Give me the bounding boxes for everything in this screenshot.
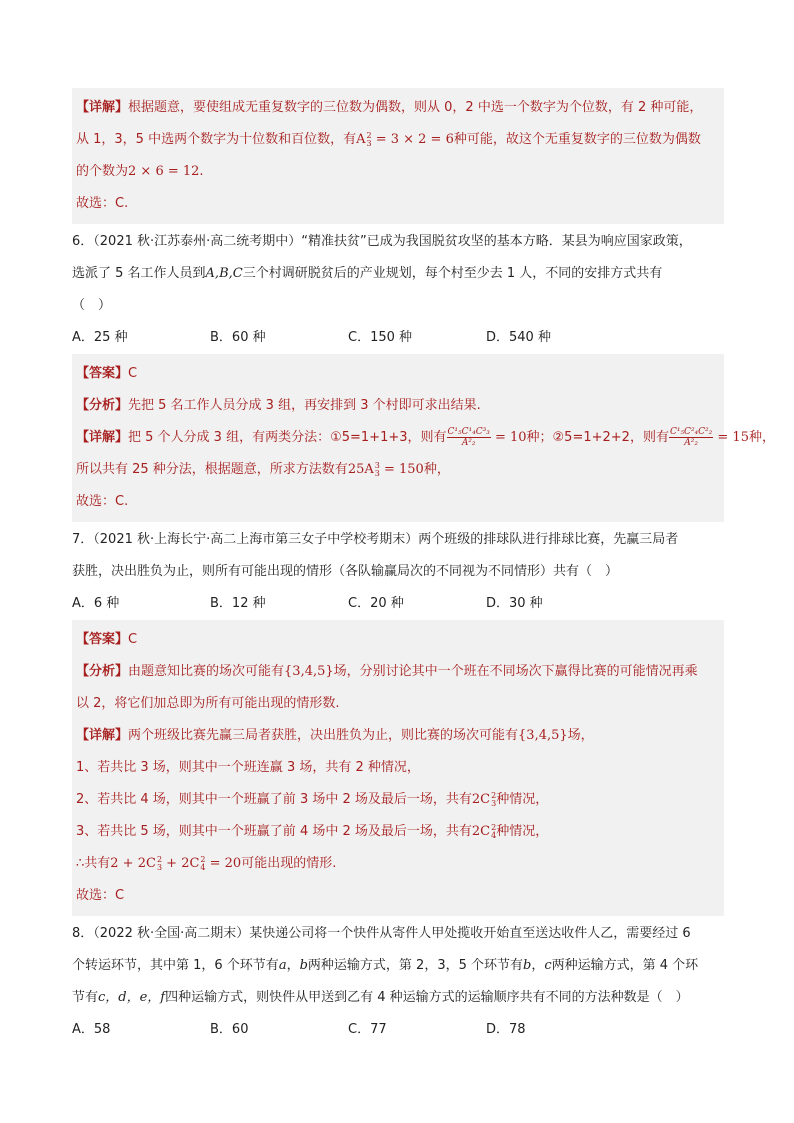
q8-option-c: C．77 <box>348 1022 387 1037</box>
perm-result: = 150 <box>379 462 424 477</box>
q6-option-a: A．25 种 <box>72 330 128 345</box>
q6-choice: 故选：C. <box>76 494 129 509</box>
q8-sep: ， <box>531 958 545 973</box>
comb-sub: 3 <box>491 798 497 808</box>
q6-fraction-1 <box>447 427 491 448</box>
q7-case3b: 种情况， <box>496 824 549 839</box>
q7-detail-line1b: 场， <box>567 728 594 743</box>
q8-sep: ， <box>286 958 300 973</box>
q7-options <box>72 588 724 620</box>
total-part1: 2 + 2C <box>110 856 156 871</box>
q8-stem-line2a: 个转运环节，其中第 1，6 个环节有 <box>72 958 279 973</box>
q5-choice: 故选：C. <box>76 196 129 211</box>
detail-tag: 【详解】 <box>76 728 129 743</box>
q7-case2b: 种情况， <box>496 792 549 807</box>
q6-villages: A,B,C <box>205 266 243 281</box>
answer-tag: 【答案】 <box>76 632 129 647</box>
q7-set: {3,4,5} <box>518 728 568 743</box>
perm-sup: 3 <box>374 460 380 470</box>
q6-detail-line1c: 种；②5=1+2+2，则有 <box>526 430 669 445</box>
total-part2: + 2C <box>162 856 200 871</box>
comb-symbol: 2C <box>471 824 491 839</box>
comb-symbol: 2C <box>471 792 491 807</box>
q5-detail-line2c: 种可能，故这个无重复数字的三位数为偶数 <box>453 132 701 147</box>
comb-sub: 4 <box>200 862 206 872</box>
q6-solution-block <box>72 354 775 522</box>
q7-option-c: C．20 种 <box>348 596 404 611</box>
q6-answer: C <box>128 366 138 381</box>
q8-options <box>72 1014 724 1046</box>
q6-analysis: 先把 5 名工作人员分成 3 组，再安排到 3 个村即可求出结果. <box>128 398 481 413</box>
q7-analysis-line1a: 由题意知比赛的场次可能有 <box>128 664 285 679</box>
q8-option-d: D．78 <box>486 1022 526 1037</box>
q7-choice: 故选：C <box>76 888 125 903</box>
q7-case2a: 2、若共比 4 场，则其中一个班赢了前 3 场中 2 场及最后一场，共有 <box>76 792 472 807</box>
q5-count-formula: 2 × 6 = 12 <box>128 164 200 179</box>
perm-sub: 3 <box>366 138 372 148</box>
q6-frac2-result: = 15 <box>713 430 749 445</box>
q5-detail-line3a: 的个数为 <box>76 164 129 179</box>
detail-tag: 【详解】 <box>76 430 129 445</box>
perm-sub: 3 <box>374 468 380 478</box>
q6-blank: （ ） <box>72 298 112 313</box>
q8-option-a: A．58 <box>72 1022 111 1037</box>
q6-detail-line2c: 种， <box>423 462 450 477</box>
q5-detail-line1: 根据题意，要使组成无重复数字的三位数为偶数，则从 0，2 中选一个数字为个位数，有 2 种可能， <box>128 100 703 115</box>
q6-stem-line1: 6．（2021 秋·江苏泰州·高二统考期中）“精准扶贫”已成为我国脱贫攻坚的基本方略．某县为响应国家政策， <box>72 234 692 249</box>
q7-option-d: D．30 种 <box>486 596 543 611</box>
perm-symbol: 25A <box>347 462 374 477</box>
comb-sup: 2 <box>491 822 497 832</box>
q8-var-b2: b <box>523 958 532 973</box>
q6-stem-line2a: 选派了 5 名工作人员到 <box>72 266 206 281</box>
q7-total-b: 可能出现的情形. <box>241 856 337 871</box>
q7-answer: C <box>128 632 138 647</box>
q7-case3a: 3、若共比 5 场，则其中一个班赢了前 4 场中 2 场及最后一场，共有 <box>76 824 472 839</box>
total-part3: = 20 <box>205 856 242 871</box>
q8-var-a: a <box>278 958 287 973</box>
perm-symbol: A <box>356 132 366 147</box>
comb-sub: 4 <box>491 830 497 840</box>
answer-tag: 【答案】 <box>76 366 129 381</box>
analysis-tag: 【分析】 <box>76 398 129 413</box>
q7-stem-line1: 7．（2021 秋·上海长宁·高二上海市第三女子中学校考期末）两个班级的排球队进行排球比赛，先赢三局者 <box>72 532 679 547</box>
q8-stem-line3b: 四种运输方式，则快件从甲送到乙有 4 种运输方式的运输顺序共有不同的方法种数是（ ） <box>165 990 689 1005</box>
q5-detail-block <box>72 88 724 224</box>
q7-option-b: B．12 种 <box>210 596 266 611</box>
q6-option-b: B．60 种 <box>210 330 266 345</box>
perm-sup: 2 <box>366 130 372 140</box>
frac1-denominator: A²₂ <box>461 438 476 448</box>
comb-sub: 3 <box>156 862 163 872</box>
q8-stem-line2b: 两种运输方式，第 2，3，5 个环节有 <box>307 958 523 973</box>
q6-frac1-result: = 10 <box>490 430 527 445</box>
q6-options <box>72 322 724 354</box>
frac2-denominator: A²₂ <box>684 438 698 448</box>
frac1-numerator: C¹₅C¹₄C³₃ <box>447 427 490 437</box>
frac2-numerator: C¹₅C²₄C²₂ <box>669 427 713 437</box>
q7-stem <box>72 524 724 620</box>
analysis-tag: 【分析】 <box>76 664 129 679</box>
q8-var-c: c <box>544 958 552 973</box>
detail-tag: 【详解】 <box>76 100 129 115</box>
q8-vars-cdef: c，d，e，f <box>98 990 166 1005</box>
q6-fraction-2 <box>669 427 713 448</box>
q5-perm-formula <box>356 132 454 147</box>
q8-option-b: B．60 <box>210 1022 249 1037</box>
q7-analysis-line2: 以 2，将它们加总即为所有可能出现的情形数. <box>76 696 340 711</box>
q8-stem-line2c: 两种运输方式，第 4 个环 <box>551 958 699 973</box>
q6-option-c: C．150 种 <box>348 330 413 345</box>
q7-option-a: A．6 种 <box>72 596 120 611</box>
q5-detail-line2a: 从 1，3，5 中选两个数字为十位数和百位数，有 <box>76 132 357 147</box>
q7-total-formula <box>110 856 241 871</box>
q8-stem-line1: 8．（2022 秋·全国·高二期末）某快递公司将一个快件从寄件人甲处揽收开始直至送达收件人乙，需要经过 6 <box>72 926 691 941</box>
q8-var-b: b <box>299 958 308 973</box>
q7-analysis-line1b: 场，分别讨论其中一个班在不同场次下赢得比赛的可能情况再乘 <box>333 664 698 679</box>
comb-sup: 2 <box>200 854 206 864</box>
q6-option-d: D．540 种 <box>486 330 551 345</box>
q6-detail-line1e: 种， <box>748 430 775 445</box>
q6-stem-line2b: 三个村调研脱贫后的产业规划，每个村至少去 1 人，不同的安排方式共有 <box>242 266 663 281</box>
comb-sup: 2 <box>491 790 497 800</box>
q7-case2-formula <box>472 792 496 807</box>
q7-set: {3,4,5} <box>284 664 334 679</box>
q8-stem <box>72 918 724 1046</box>
q6-total-formula <box>348 462 424 477</box>
comb-sup: 2 <box>156 854 163 864</box>
q5-detail-line3b: . <box>199 164 204 179</box>
q7-detail-line1a: 两个班级比赛先赢三局者获胜，决出胜负为止，则比赛的场次可能有 <box>128 728 519 743</box>
q7-case3-formula <box>472 824 496 839</box>
q7-total-a: ∴共有 <box>76 856 111 871</box>
page-content <box>72 88 775 1046</box>
q8-stem-line3a: 节有 <box>72 990 99 1005</box>
q6-detail-line2a: 所以共有 25 种分法，根据题意，所求方法数有 <box>76 462 348 477</box>
q7-stem-line2: 获胜，决出胜负为止，则所有可能出现的情形（各队输赢局次的不同视为不同情形）共有（ ） <box>72 564 619 579</box>
q6-detail-line1a: 把 5 个人分成 3 组，有两类分法：①5=1+1+3，则有 <box>128 430 447 445</box>
q7-case1: 1、若共比 3 场，则其中一个班连赢 3 场，共有 2 种情况， <box>76 760 420 775</box>
perm-result: = 3 × 2 = 6 <box>371 132 454 147</box>
q6-stem <box>72 226 724 354</box>
q7-solution-block <box>72 620 724 916</box>
